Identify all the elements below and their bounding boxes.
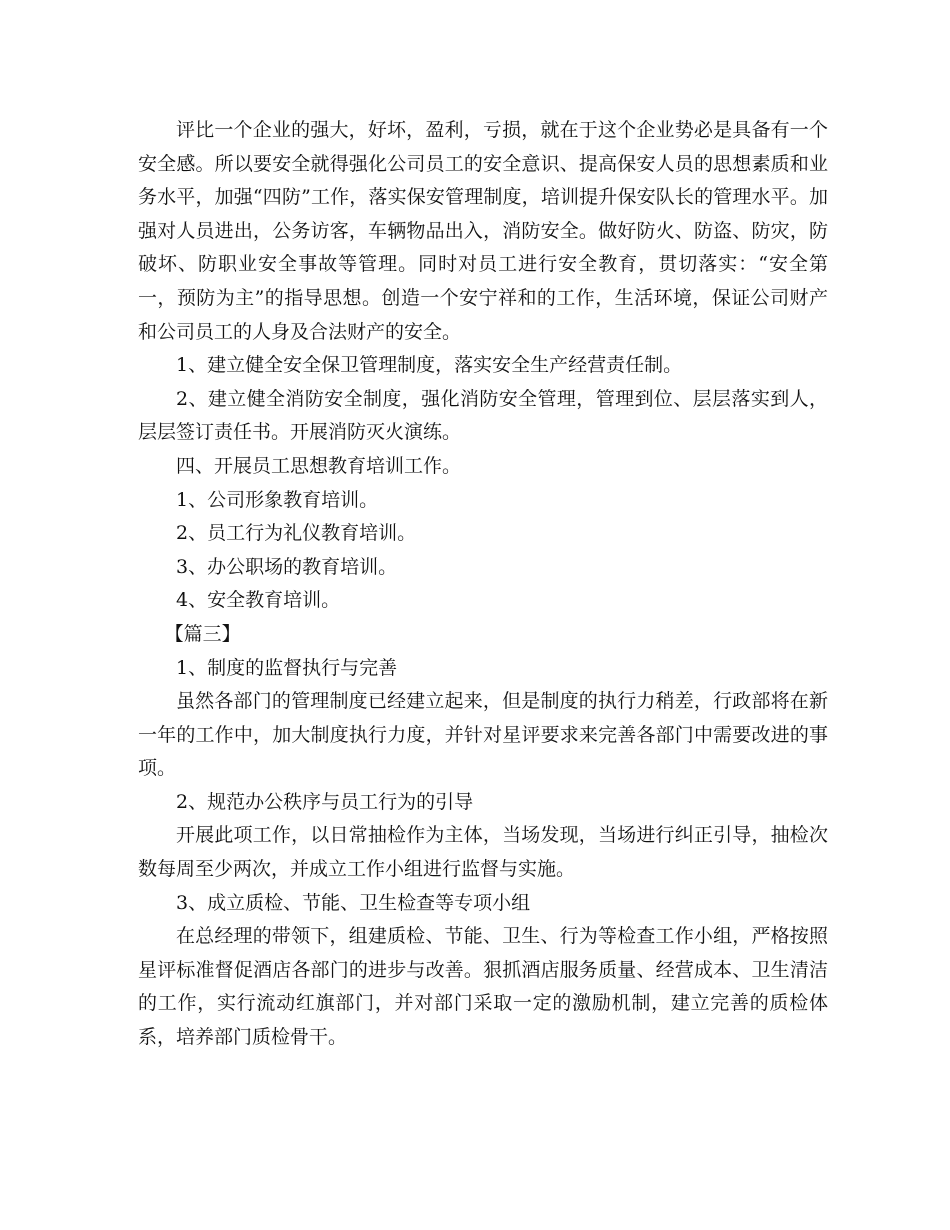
item-heading-office-order: 2、规范办公秩序与员工行为的引导 <box>176 790 474 813</box>
list-item-fire-safety: 2、建立健全消防安全制度，强化消防安全管理，管理到位、层层落实到人，层层签订责任书。开展消防灭火演练。 <box>138 387 828 444</box>
chapter-heading: 【篇三】 <box>164 622 241 645</box>
list-item-security-system: 1、建立健全安全保卫管理制度，落实安全生产经营责任制。 <box>176 354 683 377</box>
list-item-office: 3、办公职场的教育培训。 <box>176 555 398 578</box>
item-heading-supervision: 1、制度的监督执行与完善 <box>176 656 398 679</box>
document-body <box>138 114 828 1055</box>
list-item-etiquette: 2、员工行为礼仪教育培训。 <box>176 522 417 545</box>
paragraph-intro: 评比一个企业的强大，好坏，盈利，亏损，就在于这个企业势必是具备有一个安全感。所以要安全就得强化公司员工的安全意识、提高保安人员的思想素质和业务水平，加强“四防”工作，落实保安管理制度，培训提升保安队长的管理水平。加强对人员进出，公务访客，车辆物品出入，消防安全。做好防火、防盗、防灾，防破坏、防职业安全事故等管理。同时对员工进行安全教育，贯切落实：“安全第一，预防为主”的指导思想。创造一个安宁祥和的工作，生活环境，保证公司财产和公司员工的人身及合法财产的安全。 <box>138 119 828 343</box>
item-heading-inspection-groups: 3、成立质检、节能、卫生检查等专项小组 <box>176 891 531 914</box>
section-heading-training: 四、开展员工思想教育培训工作。 <box>176 454 462 477</box>
paragraph-supervision: 虽然各部门的管理制度已经建立起来，但是制度的执行力稍差，行政部将在新一年的工作中，加大制度执行力度，并针对星评要求来完善各部门中需要改进的事项。 <box>138 690 828 780</box>
list-item-safety-training: 4、安全教育培训。 <box>176 589 341 612</box>
list-item-company-image: 1、公司形象教育培训。 <box>176 488 379 511</box>
paragraph-office-order: 开展此项工作，以日常抽检作为主体，当场发现，当场进行纠正引导，抽检次数每周至少两次，并成立工作小组进行监督与实施。 <box>138 824 828 881</box>
paragraph-inspection-groups: 在总经理的带领下，组建质检、节能、卫生、行为等检查工作小组，严格按照星评标准督促酒店各部门的进步与改善。狠抓酒店服务质量、经营成本、卫生清洁的工作，实行流动红旗部门，并对部门采取一定的激励机制，建立完善的质检体系，培养部门质检骨干。 <box>138 925 828 1049</box>
